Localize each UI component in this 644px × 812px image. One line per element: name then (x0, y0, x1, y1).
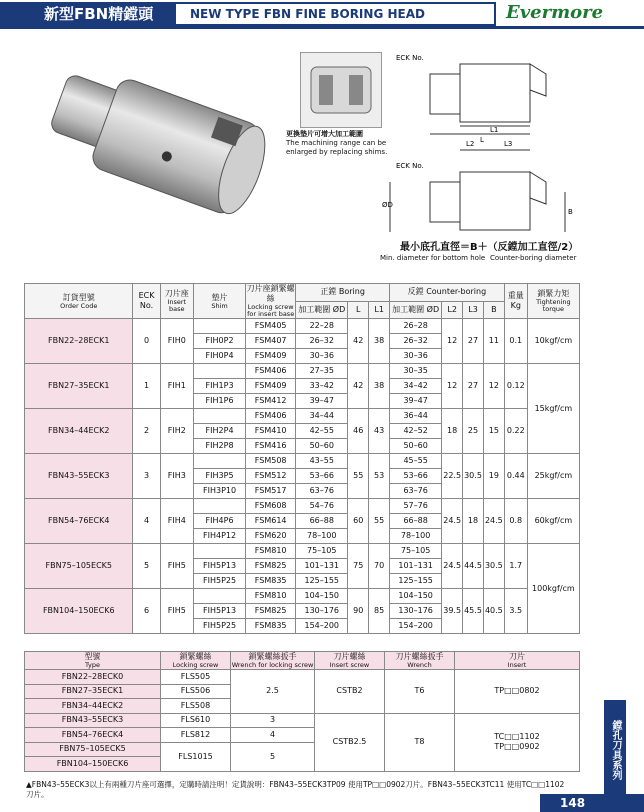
shim: FIH5P25 (193, 574, 245, 589)
eck-label-top: ECK No. (396, 54, 424, 62)
shim: FIH2P4 (193, 424, 245, 439)
counterbore-range: 57–76 (390, 499, 442, 514)
wrench-cell: 5 (231, 742, 315, 771)
locking-screw: FSM405 (246, 319, 296, 334)
counterbore-range: 30–36 (390, 349, 442, 364)
dim-l-value: 75 (348, 544, 369, 589)
boring-head-photo (26, 36, 276, 276)
counterbore-note: Counter-boring diameter (490, 254, 577, 262)
locking-screw: FSM409 (246, 379, 296, 394)
boring-range: 34–44 (296, 409, 348, 424)
hdr-shim: 墊片 Shim (193, 284, 245, 319)
eck-no: 1 (133, 364, 160, 409)
boring-range: 42–55 (296, 424, 348, 439)
wrench-cell: 4 (231, 728, 315, 743)
order-code: FBN54–76ECK4 (25, 499, 133, 544)
dim-l3-value: 45.5 (463, 589, 484, 634)
shim: FIH4P6 (193, 514, 245, 529)
dim-l1: L1 (490, 126, 499, 134)
table-row (25, 319, 580, 334)
weight-value: 3.5 (504, 589, 527, 634)
dim-l3-value: 18 (463, 499, 484, 544)
shim (193, 364, 245, 379)
insert-cell: TC□□1102 TP□□0902 (455, 713, 580, 771)
insert-base: FIH5 (160, 544, 193, 589)
lock-cell: FLS505 (161, 670, 231, 685)
type-cell: FBN43–55ECK3 (25, 713, 161, 728)
insert-cell: TP□□0802 (455, 670, 580, 714)
torque-value: 10kgf/cm (527, 319, 579, 364)
hdr-order: 訂貨型號 Order Code (25, 284, 133, 319)
locking-screw: FSM810 (246, 544, 296, 559)
section-sidebar: 鏜孔刀具系列 (604, 700, 626, 800)
shim: FIH2P8 (193, 439, 245, 454)
dim-l3-value: 44.5 (463, 544, 484, 589)
counterbore-range: 104–150 (390, 589, 442, 604)
boring-range: 154–200 (296, 619, 348, 634)
order-code: FBN75–105ECK5 (25, 544, 133, 589)
dim-l3-value: 27 (463, 364, 484, 409)
shim: FIH5P13 (193, 604, 245, 619)
insert-base: FIH0 (160, 319, 193, 364)
shim (193, 454, 245, 469)
hdr2-lock: 鎖緊螺絲 Locking screw (161, 652, 231, 670)
hdr-l1: L1 (369, 301, 390, 319)
locking-screw: FSM825 (246, 604, 296, 619)
iscrew-cell: CSTB2.5 (315, 713, 385, 771)
shim: FIH1P6 (193, 394, 245, 409)
counterbore-range: 125–155 (390, 574, 442, 589)
locking-screw: FSM416 (246, 439, 296, 454)
eck-no: 6 (133, 589, 160, 634)
shim (193, 409, 245, 424)
dim-l3-value: 27 (463, 319, 484, 364)
hdr2-iscrew: 刀片螺絲 Insert screw (315, 652, 385, 670)
shim: FIH3P5 (193, 469, 245, 484)
boring-range: 30–36 (296, 349, 348, 364)
dim-b-value: 30.5 (483, 544, 504, 589)
title-en: NEW TYPE FBN FINE BORING HEAD (176, 2, 496, 26)
torque-value: 25kgf/cm (527, 454, 579, 499)
wrench-cell: 2.5 (231, 670, 315, 714)
shim (193, 319, 245, 334)
counterbore-range: 39–47 (390, 394, 442, 409)
locking-screw: FSM835 (246, 619, 296, 634)
boring-range: 54–76 (296, 499, 348, 514)
boring-range: 43–55 (296, 454, 348, 469)
hdr2-wrench: 鎖緊螺絲扳手 Wrench for locking screw (231, 652, 314, 669)
dim-l1-value: 70 (369, 544, 390, 589)
header-rule (0, 26, 644, 29)
title-cn: 新型FBN精鏜頭 (0, 2, 176, 26)
boring-range: 130–176 (296, 604, 348, 619)
dim-b-value: 24.5 (483, 499, 504, 544)
weight-value: 1.7 (504, 544, 527, 589)
torque-value: 100kgf/cm (527, 544, 579, 634)
hdr-l2: L2 (442, 301, 463, 319)
hdr-screw: 刀片座鎖緊螺絲 Locking screw for insert base (246, 284, 295, 318)
dim-l3-value: 25 (463, 409, 484, 454)
insert-base: FIH1 (160, 364, 193, 409)
shim: FIH0P2 (193, 334, 245, 349)
counterbore-range: 66–88 (390, 514, 442, 529)
wrench-cell: 3 (231, 713, 315, 728)
shim: FIH0P4 (193, 349, 245, 364)
eck-no: 5 (133, 544, 160, 589)
boring-range: 50–60 (296, 439, 348, 454)
dim-l-value: 90 (348, 589, 369, 634)
dim-l3-value: 30.5 (463, 454, 484, 499)
torque-value: 60kgf/cm (527, 499, 579, 544)
boring-range: 33–42 (296, 379, 348, 394)
technical-drawings (380, 42, 620, 252)
shim: FIH5P25 (193, 619, 245, 634)
hdr-b: B (483, 301, 504, 319)
spec-table-body (25, 319, 580, 634)
weight-value: 0.1 (504, 319, 527, 364)
boring-range: 78–100 (296, 529, 348, 544)
counterbore-range: 45–55 (390, 454, 442, 469)
weight-value: 0.8 (504, 499, 527, 544)
hdr-weight: 重量 Kg (504, 284, 527, 319)
counterbore-range: 78–100 (390, 529, 442, 544)
table-row (25, 364, 580, 379)
boring-range: 53–66 (296, 469, 348, 484)
hdr2-insert: 刀片 Insert (455, 652, 580, 670)
dim-l-value: 60 (348, 499, 369, 544)
counterbore-range: 42–52 (390, 424, 442, 439)
weight-value: 0.22 (504, 409, 527, 454)
iwrench-cell: T6 (385, 670, 455, 714)
spec-table (24, 283, 580, 634)
locking-screw: FSM508 (246, 454, 296, 469)
type-cell: FBN34–44ECK2 (25, 699, 161, 714)
hdr-range-boring: 加工範圍 ØD (296, 301, 348, 319)
hdr-l3: L3 (463, 301, 484, 319)
dim-l2-value: 24.5 (442, 544, 463, 589)
insert-base: FIH3 (160, 454, 193, 499)
hdr-range-cb: 加工範圍 ØD (390, 301, 442, 319)
eck-no: 0 (133, 319, 160, 364)
dim-l-value: 42 (348, 364, 369, 409)
type-cell: FBN75–105ECK5 (25, 742, 161, 757)
counterbore-range: 53–66 (390, 469, 442, 484)
lock-cell: FLS812 (161, 728, 231, 743)
hdr-boring: 正鏜 Boring (296, 284, 390, 302)
dim-l-value: 46 (348, 409, 369, 454)
type-cell: FBN54–76ECK4 (25, 728, 161, 743)
type-cell: FBN22–28ECK0 (25, 670, 161, 685)
dim-l2-value: 18 (442, 409, 463, 454)
page-number: 148 (540, 794, 644, 812)
dim-l-value: 42 (348, 319, 369, 364)
order-code: FBN27–35ECK1 (25, 364, 133, 409)
dim-b-value: 19 (483, 454, 504, 499)
dim-b-value: 11 (483, 319, 504, 364)
hdr-eck: ECK No. (133, 284, 160, 319)
dim-l1-value: 85 (369, 589, 390, 634)
dim-l1-value: 43 (369, 409, 390, 454)
lock-cell: FLS1015 (161, 742, 231, 771)
dim-l2-value: 12 (442, 364, 463, 409)
hdr-insert-base: 刀片座 Insert base (160, 284, 193, 319)
shim: FIH3P10 (193, 484, 245, 499)
dim-b-value: 40.5 (483, 589, 504, 634)
table-row (25, 499, 580, 514)
brand-logo: Evermore (506, 2, 604, 23)
dim-l1-value: 38 (369, 319, 390, 364)
boring-range: 26–32 (296, 334, 348, 349)
locking-screw: FSM512 (246, 469, 296, 484)
locking-screw: FSM810 (246, 589, 296, 604)
dim-d: ØD (382, 201, 393, 209)
dim-l2-value: 39.5 (442, 589, 463, 634)
counterbore-range: 130–176 (390, 604, 442, 619)
counterbore-range: 34–42 (390, 379, 442, 394)
lock-cell: FLS506 (161, 684, 231, 699)
torque-value: 15kgf/cm (527, 364, 579, 454)
shim-inset-photo (300, 52, 382, 128)
counterbore-range: 36–44 (390, 409, 442, 424)
hdr2-iwrench: 刀片螺絲扳手 Wrench (385, 652, 455, 670)
dim-l2-value: 12 (442, 319, 463, 364)
dim-l2: L2 (466, 140, 475, 148)
shim (193, 544, 245, 559)
locking-screw: FSM406 (246, 409, 296, 424)
order-code: FBN43–55ECK3 (25, 454, 133, 499)
boring-range: 101–131 (296, 559, 348, 574)
boring-range: 39–47 (296, 394, 348, 409)
dim-b: B (568, 208, 573, 216)
weight-value: 0.44 (504, 454, 527, 499)
dim-l1-value: 53 (369, 454, 390, 499)
locking-screw: FSM825 (246, 559, 296, 574)
hdr-torque: 鎖緊力矩 Tightening torque (527, 284, 579, 319)
boring-range: 104–150 (296, 589, 348, 604)
shim (193, 499, 245, 514)
dim-l3: L3 (504, 140, 513, 148)
shim: FIH5P13 (193, 559, 245, 574)
eck-no: 3 (133, 454, 160, 499)
accessory-table (24, 651, 580, 772)
boring-range: 27–35 (296, 364, 348, 379)
counterbore-range: 50–60 (390, 439, 442, 454)
dim-l1-value: 38 (369, 364, 390, 409)
eck-no: 2 (133, 409, 160, 454)
lock-cell: FLS610 (161, 713, 231, 728)
dim-l: L (480, 136, 484, 144)
page-header (0, 0, 644, 30)
hdr2-type: 型號 Type (25, 652, 161, 670)
locking-screw: FSM620 (246, 529, 296, 544)
counterbore-range: 26–28 (390, 319, 442, 334)
hdr-l: L (348, 301, 369, 319)
boring-range: 22–28 (296, 319, 348, 334)
boring-range: 63–76 (296, 484, 348, 499)
boring-range: 66–88 (296, 514, 348, 529)
eck-no: 4 (133, 499, 160, 544)
locking-screw: FSM614 (246, 514, 296, 529)
locking-screw: FSM409 (246, 349, 296, 364)
weight-value: 0.12 (504, 364, 527, 409)
lock-cell: FLS508 (161, 699, 231, 714)
table-row (25, 544, 580, 559)
type-cell: FBN104–150ECK6 (25, 757, 161, 772)
table-row (25, 454, 580, 469)
shim-icon (301, 53, 381, 127)
footnote: ▲FBN43–55ECK3以上有兩種刀片座可選擇，定購時請注明！定貨說明：FBN43–55ECK3TP09 使用TP□□0902刀片。FBN43–55ECK3TC11 使用TC□□1102刀片。 (26, 780, 565, 799)
order-code: FBN22–28ECK1 (25, 319, 133, 364)
iscrew-cell: CSTB2 (315, 670, 385, 714)
table-row (25, 589, 580, 604)
hdr-counterboring: 反鏜 Counter-boring (390, 284, 505, 302)
locking-screw: FSM608 (246, 499, 296, 514)
inset-caption-cn: 更換墊片可增大加工範圍 (286, 130, 363, 138)
order-code: FBN104–150ECK6 (25, 589, 133, 634)
table-row (25, 409, 580, 424)
counterbore-range: 154–200 (390, 619, 442, 634)
eck-label-bottom: ECK No. (396, 162, 424, 170)
order-code: FBN34–44ECK2 (25, 409, 133, 454)
insert-base: FIH5 (160, 589, 193, 634)
boring-range: 125–155 (296, 574, 348, 589)
dim-l2-value: 24.5 (442, 499, 463, 544)
dim-l1-value: 55 (369, 499, 390, 544)
locking-screw: FSM410 (246, 424, 296, 439)
boring-range: 75–105 (296, 544, 348, 559)
locking-screw: FSM517 (246, 484, 296, 499)
locking-screw: FSM835 (246, 574, 296, 589)
dim-l2-value: 22.5 (442, 454, 463, 499)
shim: FIH1P3 (193, 379, 245, 394)
dim-b-value: 12 (483, 364, 504, 409)
min-diameter-formula: 最小底孔直徑＝B＋（反鏜加工直徑/2） (400, 242, 579, 253)
counterbore-range: 30–35 (390, 364, 442, 379)
counterbore-range: 63–76 (390, 484, 442, 499)
type-cell: FBN27–35ECK1 (25, 684, 161, 699)
iwrench-cell: T8 (385, 713, 455, 771)
min-diameter-note: Min. diameter for bottom hole (380, 254, 486, 262)
dim-b-value: 15 (483, 409, 504, 454)
shim (193, 589, 245, 604)
shim: FIH4P12 (193, 529, 245, 544)
dim-l-value: 55 (348, 454, 369, 499)
counterbore-range: 101–131 (390, 559, 442, 574)
locking-screw: FSM407 (246, 334, 296, 349)
insert-base: FIH4 (160, 499, 193, 544)
locking-screw: FSM406 (246, 364, 296, 379)
insert-base: FIH2 (160, 409, 193, 454)
locking-screw: FSM412 (246, 394, 296, 409)
counterbore-range: 75–105 (390, 544, 442, 559)
inset-caption-en: The machining range can be enlarged by replacing shims. (286, 139, 388, 156)
counterbore-range: 26–32 (390, 334, 442, 349)
